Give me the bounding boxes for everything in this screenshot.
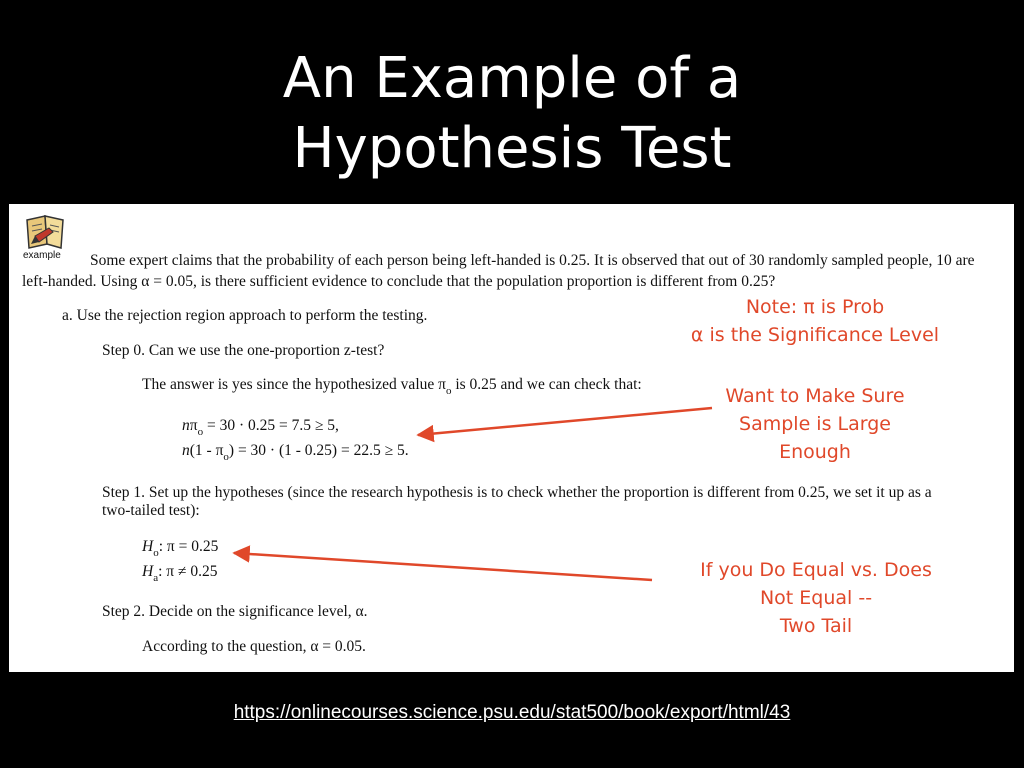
step-2-text: Step 2. Decide on the significance level, α. [102, 603, 368, 620]
note-pi-alpha-line-1: Note: π is Prob [745, 296, 885, 318]
equation-2: $n(1 - \pi_o) = 30 \cdot (1 - 0.25) = 22.5 \ge 5$. [182, 442, 409, 463]
step-1-line-2: two-tailed test): [102, 502, 200, 519]
note-two-tail-line-2: Not Equal -- [759, 587, 873, 609]
alternative-hypothesis: $H_a$: π ≠ 0.25 [142, 563, 218, 584]
note-sample-size [690, 382, 940, 466]
step-0-text: Step 0. Can we use the one-proportion z-test? [102, 342, 385, 359]
equation-1: $n\pi_o = 30 \cdot 0.25 = 7.5 \ge 5$, [182, 417, 339, 438]
example-icon-label: example [23, 250, 61, 261]
step-1-line-1: Step 1. Set up the hypotheses (since the research hypothesis is to check whether the proportion is different from 0.25, we set it up as a [102, 484, 932, 501]
title-line-2: Hypothesis Test [292, 116, 732, 181]
note-pi-alpha [660, 293, 970, 349]
note-two-tail-line-1: If you Do Equal vs. Does [700, 559, 932, 581]
note-two-tail [676, 556, 956, 640]
note-sample-size-line-1: Want to Make Sure [725, 385, 905, 407]
note-sample-size-line-3: Enough [779, 441, 851, 463]
answer-text: The answer is yes since the hypothesized value $\pi_o$ is 0.25 and we can check that: [142, 376, 642, 397]
slide-title [0, 44, 1024, 184]
according-text: According to the question, α = 0.05. [142, 638, 366, 655]
intro-line-2: left-handed. Using α = 0.05, is there sufficient evidence to conclude that the population proportion is different from 0.25? [22, 273, 776, 290]
note-two-tail-line-3: Two Tail [779, 615, 853, 637]
null-hypothesis: $H_o$: π = 0.25 [142, 538, 219, 559]
part-a-label: a. Use the rejection region approach to perform the testing. [62, 307, 428, 324]
source-url-link[interactable]: https://onlinecourses.science.psu.edu/stat500/book/export/html/43 [233, 702, 791, 723]
title-line-1: An Example of a [282, 46, 742, 111]
note-sample-size-line-2: Sample is Large [739, 413, 891, 435]
intro-line-1: Some expert claims that the probability of each person being left-handed is 0.25. It is observed that out of 30 randomly sampled people, 10 are [90, 252, 975, 269]
note-pi-alpha-line-2: α is the Significance Level [690, 324, 940, 346]
